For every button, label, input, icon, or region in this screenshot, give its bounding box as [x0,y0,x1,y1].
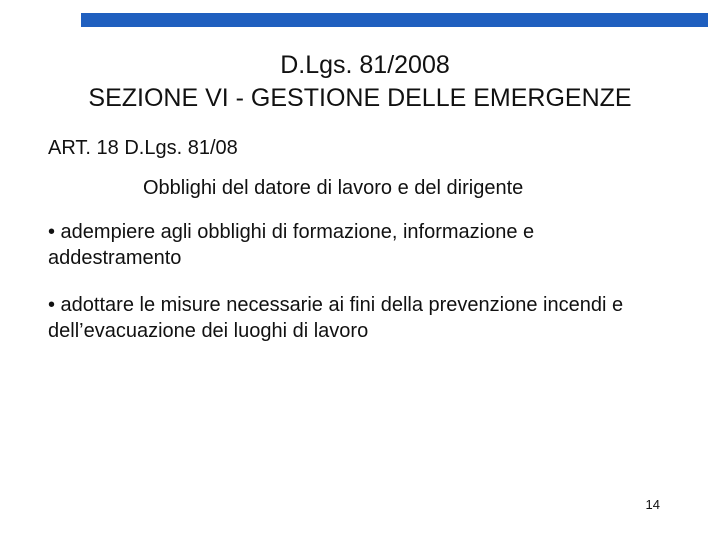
obligations-subheading: Obblighi del datore di lavoro e del dirigente [143,177,524,199]
bullet-item-fire-prevention: • adottare le misure necessarie ai fini della prevenzione incendi e dell’evacuazione dei luoghi di lavoro [48,294,624,342]
page-number: 14 [645,497,660,512]
slide-title [0,49,720,115]
article-heading: ART. 18 D.Lgs. 81/08 [48,137,238,159]
slide-title-line-2: SEZIONE VI - GESTIONE DELLE EMERGENZE [88,84,632,112]
bullet-item-training: • adempiere agli obblighi di formazione, informazione e addestramento [48,221,535,269]
top-accent-bar [81,13,708,27]
slide-title-line-1: D.Lgs. 81/2008 [280,51,450,79]
